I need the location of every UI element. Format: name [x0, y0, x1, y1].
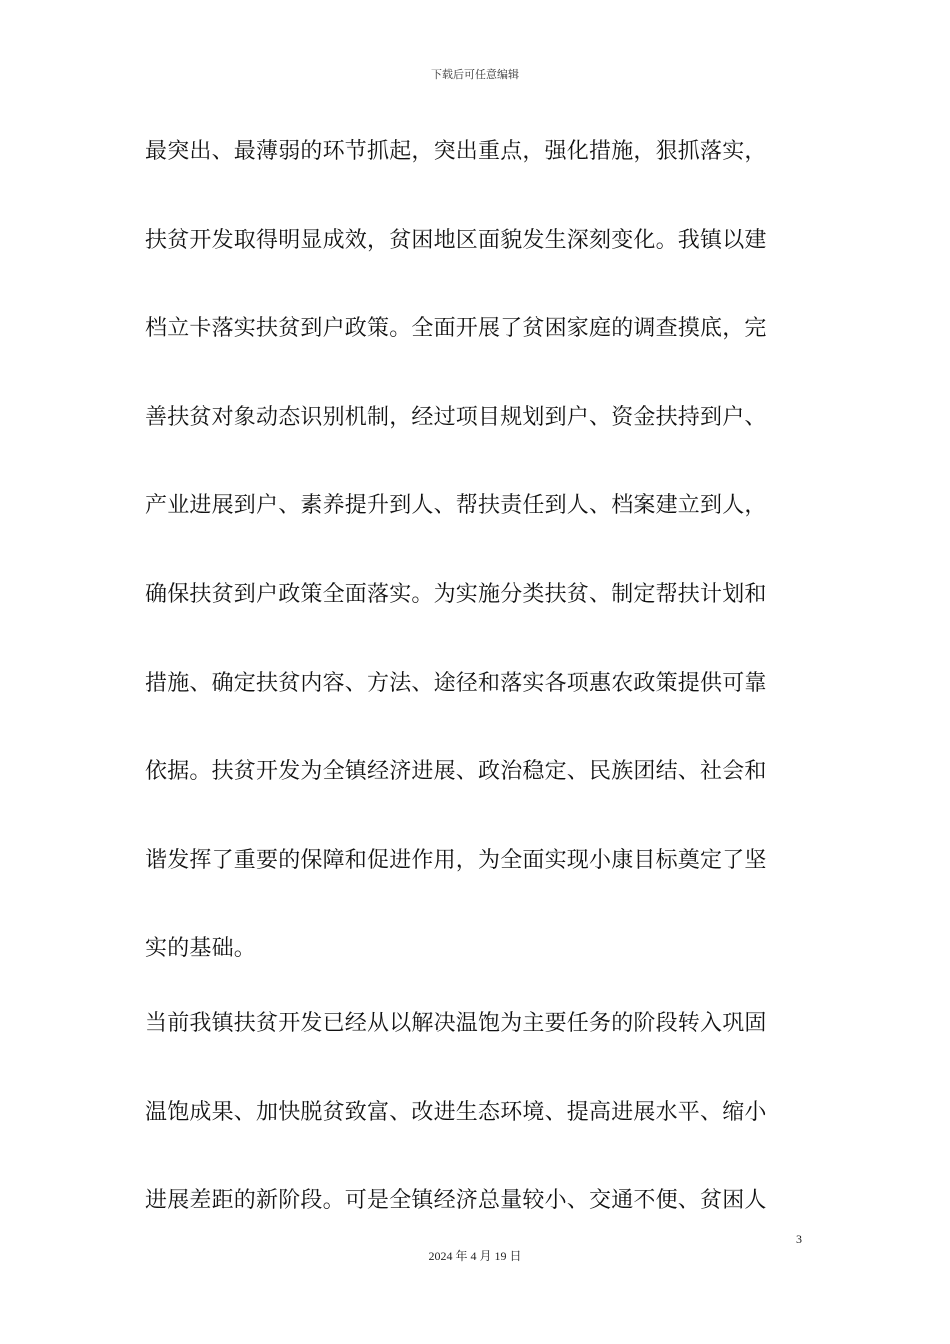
text-line: 确保扶贫到户政策全面落实。为实施分类扶贫、制定帮扶计划和: [145, 581, 767, 607]
footer-date: 2024 年 4 月 19 日: [428, 1249, 522, 1263]
text-line: 最突出、最薄弱的环节抓起，突出重点，强化措施，狠抓落实，: [145, 139, 767, 164]
text-line: 温饱成果、加快脱贫致富、改进生态环境、提高进展水平、缩小: [145, 1099, 767, 1125]
text-line: 进展差距的新阶段。可是全镇经济总量较小、交通不便、贫困人: [145, 1188, 767, 1214]
text-line: 扶贫开发取得明显成效，贫困地区面貌发生深刻变化。我镇以建: [145, 227, 767, 253]
header-note: 下载后可任意编辑: [431, 68, 519, 81]
text-line: 谐发挥了重要的保障和促进作用，为全面实现小康目标奠定了坚: [145, 847, 767, 873]
text-line: 实的基础。: [145, 936, 257, 962]
text-line: 当前我镇扶贫开发已经从以解决温饱为主要任务的阶段转入巩固: [145, 1010, 767, 1036]
text-line: 产业进展到户、素养提升到人、帮扶责任到人、档案建立到人，: [145, 493, 767, 519]
page-number: 3: [796, 1232, 802, 1246]
document-body: [145, 130, 807, 1268]
text-line: 措施、确定扶贫内容、方法、途径和落实各项惠农政策提供可靠: [145, 670, 767, 696]
text-line: 善扶贫对象动态识别机制，经过项目规划到户、资金扶持到户、: [145, 404, 767, 430]
text-line: 档立卡落实扶贫到户政策。全面开展了贫困家庭的调查摸底，完: [145, 316, 767, 342]
text-line: 依据。扶贫开发为全镇经济进展、政治稳定、民族团结、社会和: [145, 759, 767, 785]
paragraph-1: [145, 130, 807, 971]
paragraph-2: [145, 1002, 807, 1223]
